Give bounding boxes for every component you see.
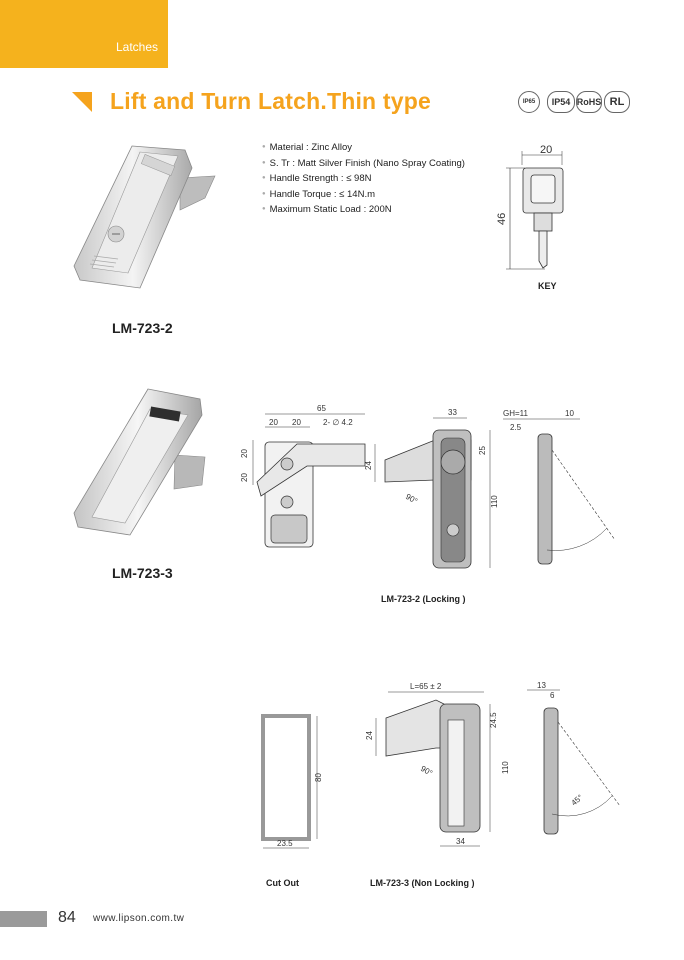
dim-angle-90-nl: 90° bbox=[419, 763, 434, 778]
dim-20a: 20 bbox=[269, 418, 278, 427]
ip54-badge: IP54 bbox=[547, 91, 575, 113]
dim-2-5: 2.5 bbox=[510, 423, 522, 432]
product-image-lm-723-3 bbox=[70, 385, 220, 545]
page-title: Lift and Turn Latch.Thin type bbox=[110, 88, 431, 114]
footer-bar bbox=[0, 911, 47, 927]
dim-gh: GH=11 bbox=[503, 409, 528, 418]
dim-v20b: 20 bbox=[240, 473, 249, 482]
model-label-lm-723-2: LM-723-2 bbox=[112, 320, 173, 336]
cutout-caption: Cut Out bbox=[266, 878, 299, 888]
dim-v24: 24 bbox=[364, 461, 373, 470]
nonlocking-caption: LM-723-3 (Non Locking ) bbox=[370, 878, 475, 888]
key-drawing bbox=[495, 143, 585, 273]
dim-angle-45: 45° bbox=[569, 792, 585, 808]
dim-v110: 110 bbox=[490, 495, 499, 508]
rohs-badge: RoHS bbox=[576, 91, 602, 113]
dim-10: 10 bbox=[565, 409, 574, 418]
spec-torque: ● Handle Torque : ≤ 14N.m bbox=[262, 187, 465, 203]
dim-13: 13 bbox=[537, 681, 546, 690]
dim-65: 65 bbox=[317, 404, 326, 413]
dim-20b: 20 bbox=[292, 418, 301, 427]
section-tab bbox=[0, 0, 168, 68]
model-label-lm-723-3: LM-723-3 bbox=[112, 565, 173, 581]
locking-drawing bbox=[235, 400, 620, 575]
spec-static-load: ● Maximum Static Load : 200N bbox=[262, 202, 465, 218]
title-arrow-icon bbox=[70, 90, 94, 114]
dim-v20a: 20 bbox=[240, 449, 249, 458]
dim-33: 33 bbox=[448, 408, 457, 417]
dim-34: 34 bbox=[456, 837, 465, 846]
cutout-drawing bbox=[255, 710, 335, 855]
spec-material: ● Material : Zinc Alloy bbox=[262, 140, 465, 156]
spec-list bbox=[262, 140, 465, 218]
section-tab-label: Latches bbox=[115, 40, 158, 54]
dim-hole: 2- ∅ 4.2 bbox=[323, 418, 353, 427]
spec-strength: ● Handle Strength : ≤ 98N bbox=[262, 171, 465, 187]
page-number: 84 bbox=[58, 909, 76, 926]
dim-6: 6 bbox=[550, 691, 555, 700]
key-caption: KEY bbox=[538, 281, 557, 291]
cutout-width-dim: 23.5 bbox=[277, 839, 293, 848]
dim-v25: 25 bbox=[478, 446, 487, 455]
key-width-dim: 20 bbox=[540, 144, 553, 156]
key-height-dim: 46 bbox=[496, 212, 508, 225]
cutout-height-dim: 80 bbox=[314, 773, 323, 782]
dim-v24-nl: 24 bbox=[365, 731, 374, 740]
dim-v110-nl: 110 bbox=[501, 761, 510, 774]
nonlocking-drawing bbox=[362, 678, 632, 853]
spec-finish: ● S. Tr : Matt Silver Finish (Nano Spray Coating) bbox=[262, 156, 465, 172]
website-link[interactable]: www.lipson.com.tw bbox=[93, 913, 185, 924]
product-image-lm-723-2 bbox=[70, 138, 220, 298]
dim-v24-5: 24.5 bbox=[489, 712, 498, 728]
dim-angle-90: 90° bbox=[404, 491, 419, 506]
ip65-badge: IP65 bbox=[518, 91, 540, 113]
locking-caption: LM-723-2 (Locking ) bbox=[381, 594, 466, 604]
dim-l65: L=65 ± 2 bbox=[410, 682, 442, 691]
rl-badge: RL bbox=[604, 91, 630, 113]
